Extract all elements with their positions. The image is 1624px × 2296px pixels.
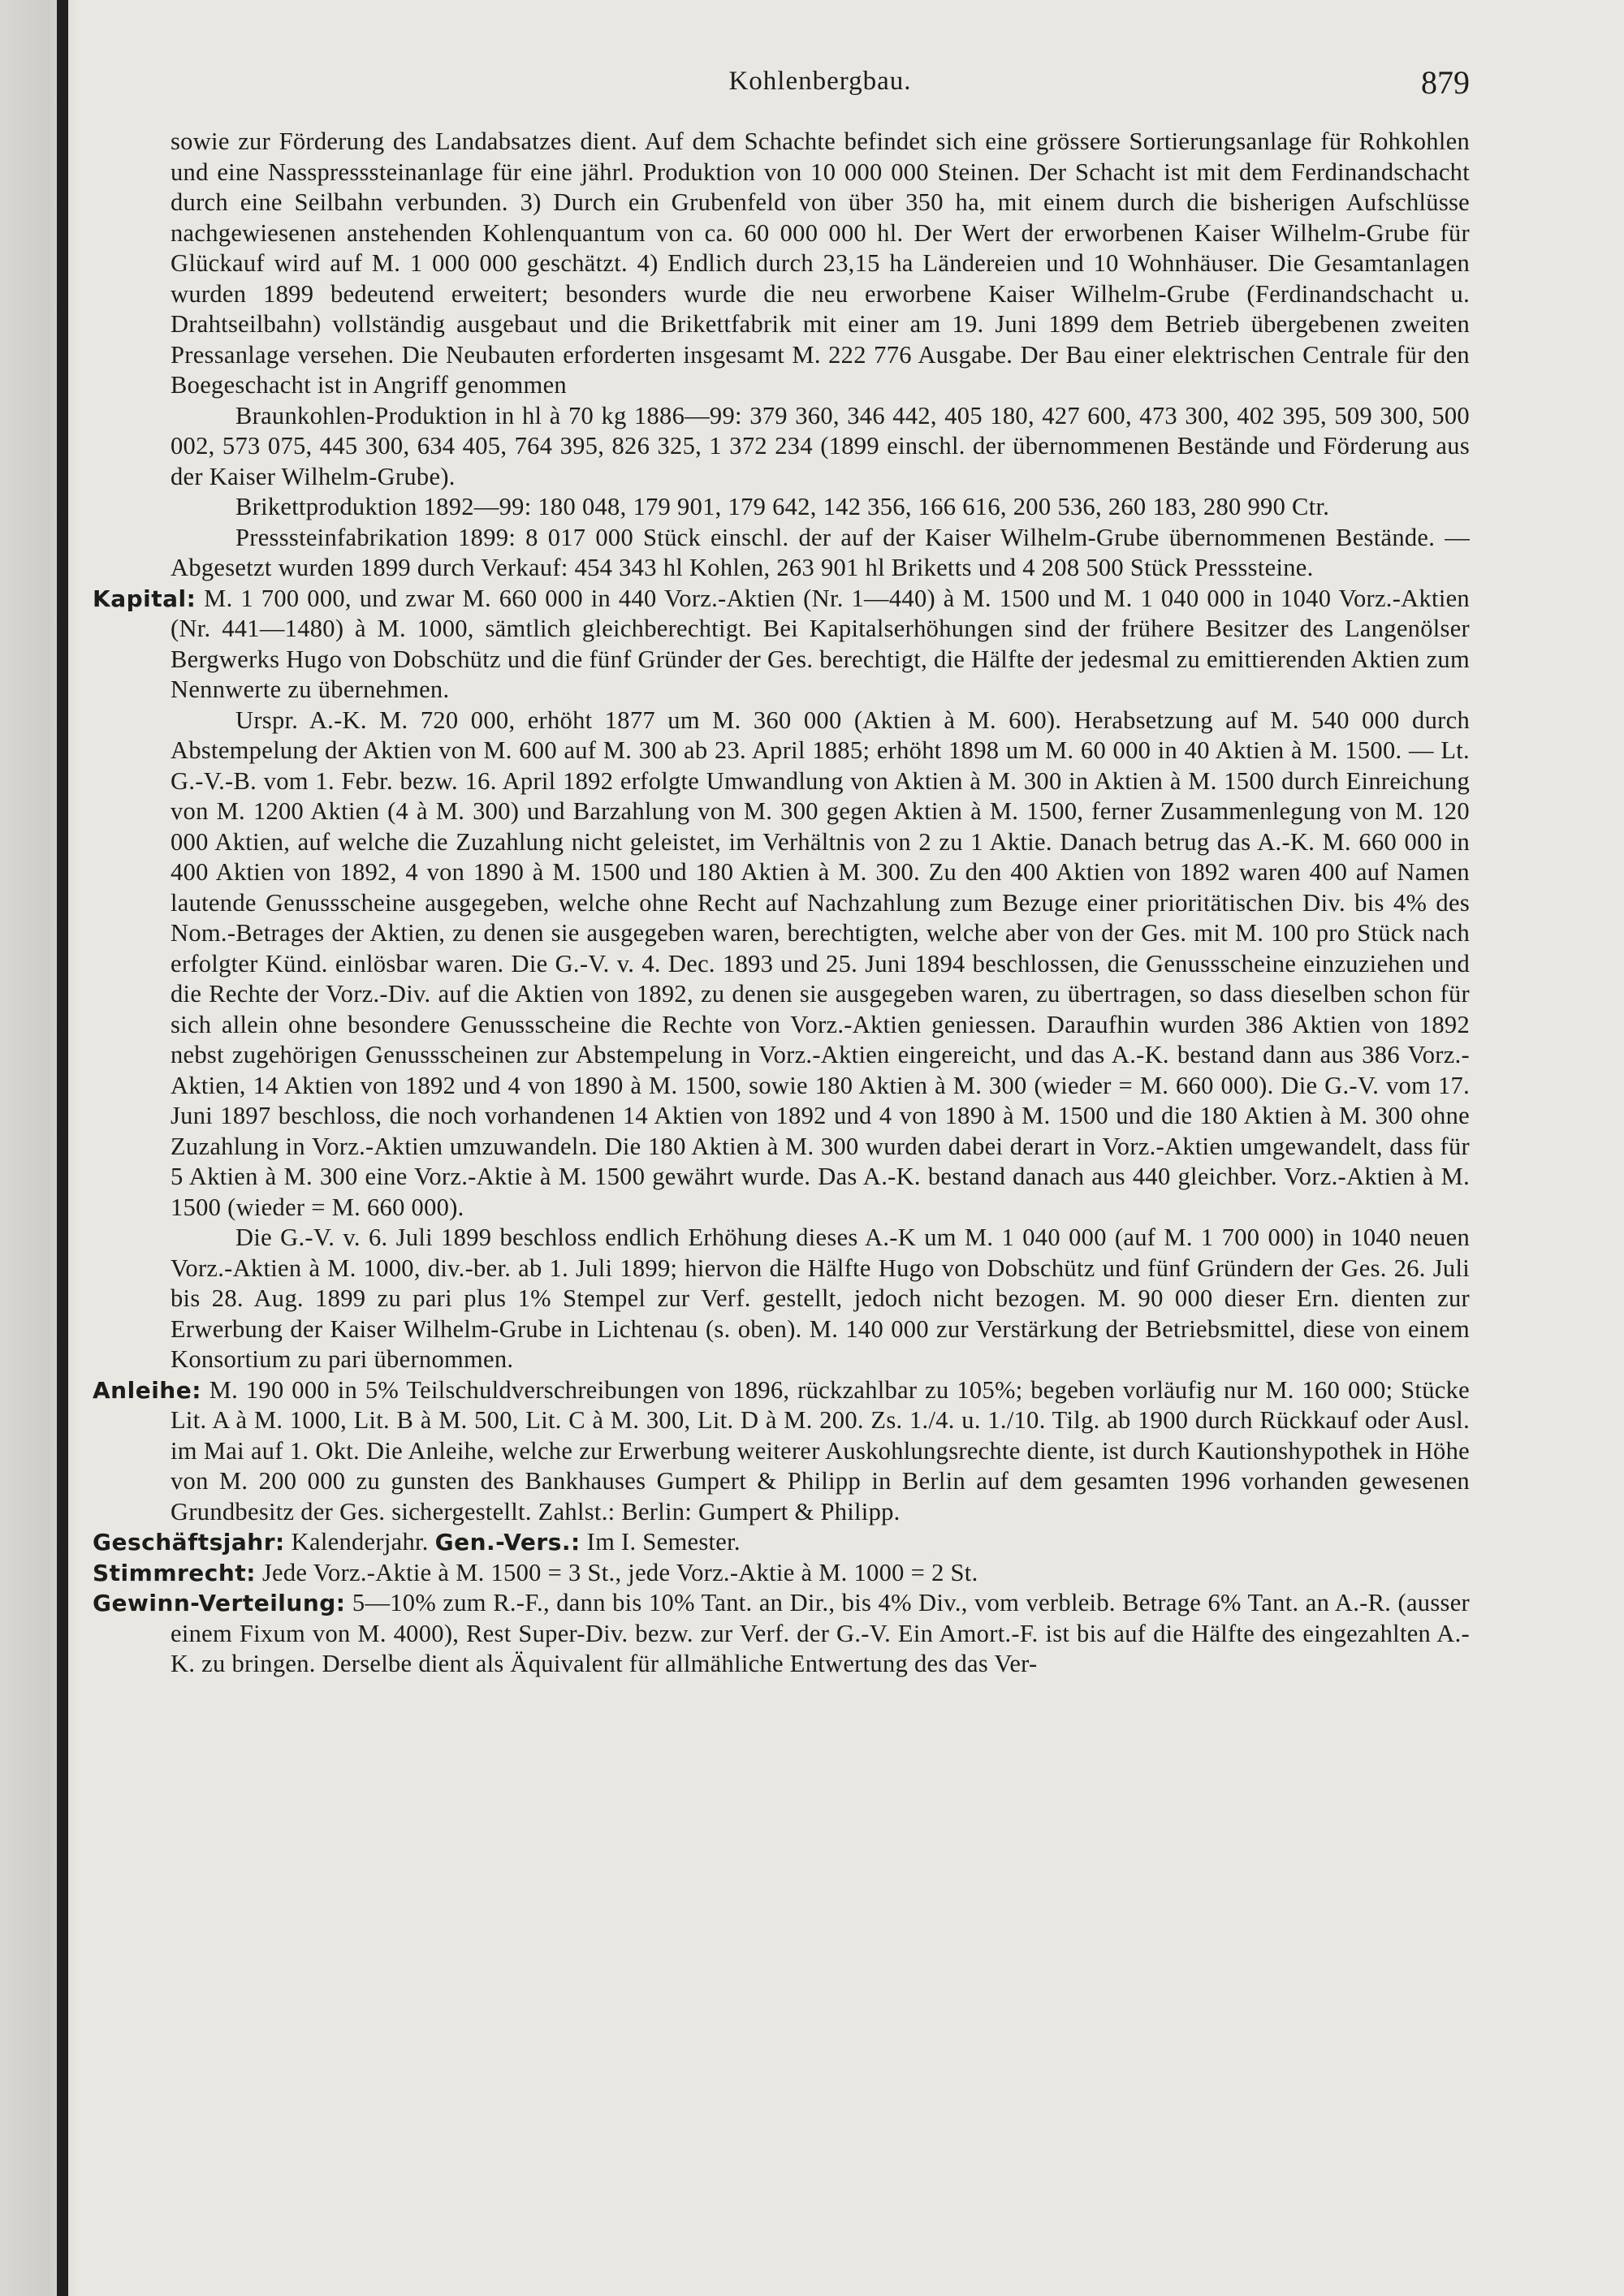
section-text-geschaeftsjahr: Kalenderjahr. <box>291 1528 429 1556</box>
paragraph-facilities: sowie zur Förderung des Landabsatzes dient. Auf dem Schachte befindet sich eine grössere Sortierungsanlage für Rohkohlen und eine Nasspresssteinanlage für eine jährl. Produktion von 10 000 000 Steinen. Der Schacht ist mit dem Ferdinandschacht durch eine Seilbahn verbunden. 3) Durch ein Grubenfeld von über 350 ha, mit einem durch die bisherigen Aufschlüsse nachgewiesenen anstehenden Kohlenquantum von ca. 60 000 000 hl. Der Wert der erworbenen Kaiser Wilhelm-Grube für Glückauf wird auf M. 1 000 000 geschätzt. 4) Endlich durch 23,15 ha Ländereien und 10 Wohnhäuser. Die Gesamtanlagen wurden 1899 bedeutend erweitert; besonders wurde die neu erworbene Kaiser Wilhelm-Grube (Ferdinandschacht u. Drahtseilbahn) vollständig ausgebaut und die Brikettfabrik mit einer am 19. Juni 1899 dem Betrieb übergebenen zweiten Pressanlage versehen. Die Neubauten erforderten insgesamt M. 222 776 Ausgabe. Der Bau einer elektrischen Centrale für den Boegeschacht ist in Angriff genommen <box>171 127 1470 399</box>
page-number: 879 <box>1421 64 1470 101</box>
section-label-stimmrecht: Stimmrecht: <box>93 1559 256 1586</box>
section-label-anleihe: Anleihe: <box>93 1376 201 1404</box>
section-kapital <box>93 584 1470 706</box>
paragraph-pressstone: Presssteinfabrikation 1899: 8 017 000 Stück einschl. der auf der Kaiser Wilhelm-Grube übernommenen Bestände. — Abgesetzt wurden 1899 durch Verkauf: 454 343 hl Kohlen, 263 901 hl Briketts und 4 208 500 Stück Presssteine. <box>171 523 1470 581</box>
paragraph-capital-history: Urspr. A.-K. M. 720 000, erhöht 1877 um M. 360 000 (Aktien à M. 600). Herabsetzung auf M. 540 000 durch Abstempelung der Aktien von M. 600 auf M. 300 ab 23. April 1885; erhöht 1898 um M. 60 000 in 40 Aktien à M. 1500. — Lt. G.-V.-B. vom 1. Febr. bezw. 16. April 1892 erfolgte Umwandlung von Aktien à M. 300 in Aktien à M. 1500 durch Einreichung von M. 1200 Aktien (4 à M. 300) und Barzahlung von M. 300 gegen Aktien à M. 1500, ferner Zusammenlegung von M. 120 000 Aktien, auf welche die Zuzahlung nicht geleistet, im Verhältnis von 2 zu 1 Aktie. Danach betrug das A.-K. M. 660 000 in 400 Aktien von 1892, 4 von 1890 à M. 1500 und 180 Aktien à M. 300. Zu den 400 Aktien von 1892 waren 400 auf Namen lautende Genussscheine ausgegeben, welche ohne Recht auf Nachzahlung zum Bezuge einer prioritätischen Div. bis 4% des Nom.-Betrages der Aktien, zu denen sie ausgegeben waren, berechtigten, welche aber von der Ges. mit M. 100 pro Stück nach erfolgter Künd. einlösbar waren. Die G.-V. v. 4. Dec. 1893 und 25. Juni 1894 beschlossen, die Genussscheine einzuziehen und die Rechte der Vorz.-Div. auf die Aktien von 1892, zu denen sie ausgegeben waren, zu übertragen, so dass dieselben schon für sich allein ohne besondere Genussscheine die Rechte von Vorz.-Aktien geniessen. Daraufhin wurden 386 Aktien von 1892 nebst zugehörigen Genussscheinen zur Abstempelung in Vorz.-Aktien eingereicht, und das A.-K. bestand dann aus 386 Vorz.-Aktien, 14 Aktien von 1892 und 4 von 1890 à M. 1500, sowie 180 Aktien à M. 300 (wieder = M. 660 000). Die G.-V. vom 17. Juni 1897 beschloss, die noch vorhandenen 14 Aktien von 1892 und 4 von 1890 à M. 1500 und die 180 Aktien à M. 300 ohne Zuzahlung in Vorz.-Aktien umzuwandeln. Die 180 Aktien à M. 300 wurden dabei derart in Vorz.-Aktien umgewandelt, dass für 5 Aktien à M. 300 eine Vorz.-Aktie à M. 1500 gewährt wurde. Das A.-K. bestand danach aus 440 gleichber. Vorz.-Aktien à M. 1500 (wieder = M. 660 000). <box>171 706 1470 1221</box>
paragraph-capital-increase: Die G.-V. v. 6. Juli 1899 beschloss endlich Erhöhung dieses A.-K um M. 1 040 000 (auf M. 1 700 000) in 1040 neuen Vorz.-Aktien à M. 1000, div.-ber. ab 1. Juli 1899; hiervon die Hälfte Hugo von Dobschütz und fünf Gründern der Ges. 26. Juli bis 28. Aug. 1899 zu pari plus 1% Stempel zur Verf. gestellt, jedoch nicht bezogen. M. 90 000 dieser Ern. dienten zur Erwerbung der Kaiser Wilhelm-Grube in Lichtenau (s. oben). M. 140 000 zur Verstärkung der Betriebsmittel, diese von einem Konsortium zu pari übernommen. <box>171 1224 1470 1373</box>
paragraph-briquette-production: Brikettproduktion 1892—99: 180 048, 179 901, 179 642, 142 356, 166 616, 200 536, 260 183, 280 990 Ctr. <box>235 493 1330 520</box>
document-body <box>93 127 1470 1680</box>
section-text-gen-vers: Im I. Semester. <box>586 1528 741 1556</box>
page-header <box>171 64 1470 110</box>
running-title: Kohlenbergbau. <box>728 67 912 96</box>
section-text-stimmrecht: Jede Vorz.-Aktie à M. 1500 = 3 St., jede Vorz.-Aktie à M. 1000 = 2 St. <box>261 1558 978 1586</box>
section-gewinn-verteilung <box>93 1588 1470 1680</box>
section-stimmrecht <box>93 1558 1470 1589</box>
section-label-gen-vers: Gen.-Vers.: <box>434 1529 581 1556</box>
meta-block <box>93 1527 1470 1588</box>
section-anleihe <box>93 1375 1470 1528</box>
section-text-gewinn-verteilung: 5—10% zum R.-F., dann bis 10% Tant. an Dir., bis 4% Div., vom verbleib. Betrage 6% Tant. an A.-R. (ausser einem Fixum von M. 4000), Rest Super-Div. bezw. zur Verf. der G.-V. Ein Amort.-F. ist bis auf die Hälfte des eingezahlten A.-K. zu bringen. Derselbe dient als Äquivalent für allmähliche Entwertung des das Ver- <box>171 1589 1470 1677</box>
document-page <box>93 64 1470 1680</box>
section-label-kapital: Kapital: <box>93 585 197 612</box>
section-label-geschaeftsjahr: Geschäftsjahr: <box>93 1529 285 1556</box>
paragraph-lignite-production: Braunkohlen-Produktion in hl à 70 kg 1886—99: 379 360, 346 442, 405 180, 427 600, 473 300, 402 395, 509 300, 500 002, 573 075, 445 300, 634 405, 764 395, 826 325, 1 372 234 (1899 einschl. der übernommenen Bestände und Förderung aus der Kaiser Wilhelm-Grube). <box>171 401 1470 490</box>
section-geschaeftsjahr <box>93 1527 1470 1558</box>
section-label-gewinn-verteilung: Gewinn-Verteilung: <box>93 1590 346 1616</box>
section-text-anleihe: M. 190 000 in 5% Teilschuldverschreibungen von 1896, rückzahlbar zu 105%; begeben vorläufig nur M. 160 000; Stücke Lit. A à M. 1000, Lit. B à M. 500, Lit. C à M. 300, Lit. D à M. 200. Zs. 1./4. u. 1./10. Tilg. ab 1900 durch Rückkauf oder Ausl. im Mai auf 1. Okt. Die Anleihe, welche zur Erwerbung weiterer Auskohlungsrechte diente, ist durch Kautionshypothek in Höhe von M. 200 000 zu gunsten des Bankhauses Gumpert & Philipp in Berlin auf dem gesamten 1996 vorhanden gewesenen Grundbesitz der Ges. sichergestellt. Zahlst.: Berlin: Gumpert & Philipp. <box>171 1375 1470 1526</box>
margin-black-rule <box>57 0 68 2296</box>
section-text-kapital: M. 1 700 000, und zwar M. 660 000 in 440 Vorz.-Aktien (Nr. 1—440) à M. 1500 und M. 1 040 000 in 1040 Vorz.-Aktien (Nr. 441—1480) à M. 1000, sämtlich gleichberechtigt. Bei Kapitalserhöhungen sind der frühere Besitzer des Langenölser Bergwerks Hugo von Dobschütz und die fünf Gründer der Ges. berechtigt, die Hälfte der jedesmal zu emittierenden Aktien zum Nennwerte zu übernehmen. <box>171 584 1470 703</box>
